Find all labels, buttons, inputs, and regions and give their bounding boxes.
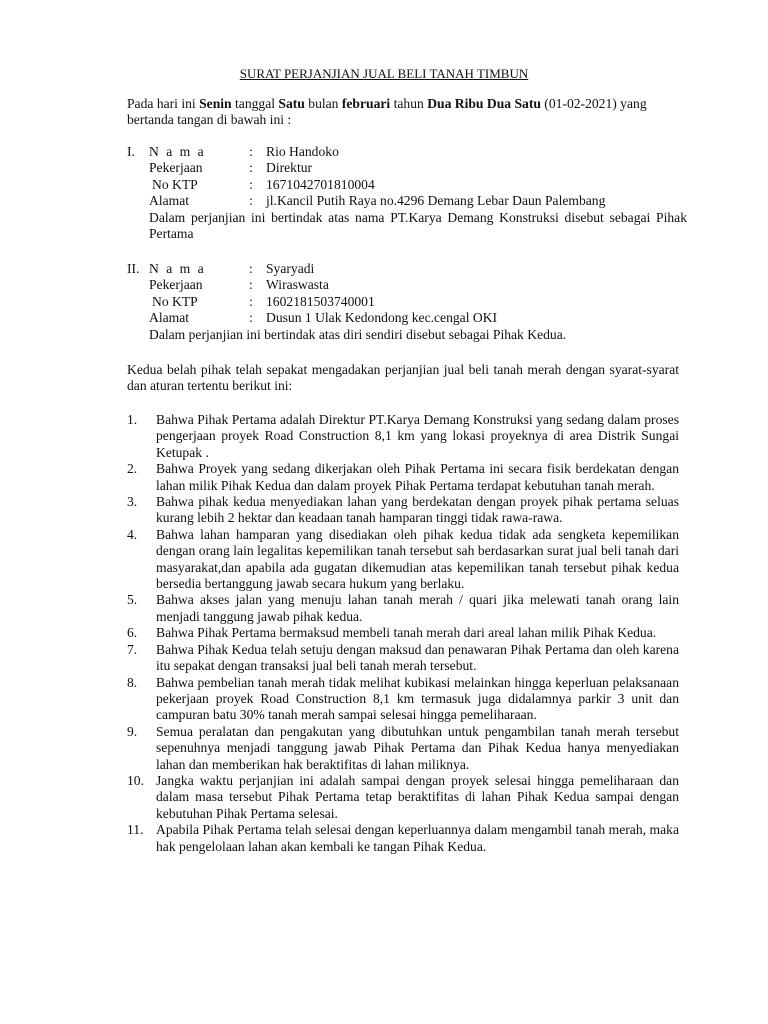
item-text: Bahwa Proyek yang sedang dikerjakan oleh Pihak Pertama ini secara fisik berdekatan dengan lahan milik Pihak Kedua dan dalam proyek Pihak Pertama terdapat kebutuhan tanah merah. bbox=[156, 461, 679, 493]
party-one-name: Rio Handoko bbox=[266, 144, 339, 159]
list-item bbox=[127, 642, 679, 675]
colon: : bbox=[249, 144, 253, 159]
job-label: Pekerjaan bbox=[149, 160, 203, 176]
party-one-job: Direktur bbox=[266, 160, 313, 176]
item-text: Bahwa pihak kedua menyediakan lahan yang berdekatan dengan proyek pihak pertama seluas kurang lebih 2 hektar dan keadaan tanah hamparan tinggi tidak rawa-rawa. bbox=[156, 494, 679, 526]
item-number: 2. bbox=[127, 461, 138, 477]
address-label: Alamat bbox=[149, 310, 190, 326]
list-item bbox=[127, 527, 679, 593]
intro-text-5: (01-02-2021) yang bertanda tangan di bawah ini : bbox=[127, 96, 647, 128]
item-number: 11. bbox=[127, 822, 144, 838]
intro-date: Satu bbox=[278, 96, 305, 111]
party-one bbox=[127, 144, 687, 242]
colon: : bbox=[249, 176, 253, 192]
item-text: Apabila Pihak Pertama telah selesai dengan keperluannya dalam mengambil tanah merah, maka hak pengelolaan lahan akan kembali ke tangan Pihak Kedua. bbox=[156, 822, 679, 854]
ktp-label: No KTP bbox=[152, 176, 198, 192]
name-label: N a m a bbox=[149, 261, 206, 276]
list-item bbox=[127, 494, 679, 527]
party-one-address-row bbox=[127, 193, 687, 209]
terms-list bbox=[127, 412, 679, 855]
party-two-job-row bbox=[127, 277, 687, 293]
party-one-number: I. bbox=[127, 144, 135, 159]
colon: : bbox=[249, 261, 253, 276]
party-one-address: jl.Kancil Putih Raya no.4296 Demang Lebar Daun Palembang bbox=[266, 193, 606, 209]
list-item bbox=[127, 625, 679, 641]
intro-day: Senin bbox=[199, 96, 232, 111]
party-two-ktp: 1602181503740001 bbox=[266, 293, 375, 309]
list-item bbox=[127, 592, 679, 625]
item-text: Bahwa Pihak Kedua telah setuju dengan maksud dan penawaran Pihak Pertama dan oleh karena itu sepakat dengan transaksi jual beli tanah merah tersebut. bbox=[156, 641, 679, 674]
item-text: Jangka waktu perjanjian ini adalah sampai dengan proyek selesai hingga pemeliharaan dan dalam masa tersebut Pihak Pertama tetap beraktifitas di lahan Pihak Kedua sampai dengan kebutuhan Pihak Pertama selesai. bbox=[156, 772, 679, 821]
colon: : bbox=[249, 160, 253, 176]
agreement-paragraph: Kedua belah pihak telah sepakat mengadakan perjanjian jual beli tanah merah dengan syarat-syarat dan aturan tertentu berikut ini: bbox=[127, 362, 679, 394]
ktp-label: No KTP bbox=[152, 293, 198, 309]
party-one-description: Dalam perjanjian ini bertindak atas nama PT.Karya Demang Konstruksi disebut sebagai Pihak Pertama bbox=[149, 209, 687, 241]
intro-text-3: bulan bbox=[304, 96, 342, 111]
list-item bbox=[127, 412, 679, 461]
address-label: Alamat bbox=[149, 193, 190, 209]
intro-text-4: tahun bbox=[390, 96, 428, 111]
item-number: 6. bbox=[127, 625, 138, 641]
intro-text-2: tanggal bbox=[231, 96, 279, 111]
party-one-ktp: 1671042701810004 bbox=[266, 176, 375, 192]
party-two-number: II. bbox=[127, 261, 140, 276]
party-two-name: Syaryadi bbox=[266, 261, 315, 276]
list-item bbox=[127, 675, 679, 724]
colon: : bbox=[249, 277, 253, 293]
party-one-ktp-row bbox=[127, 177, 687, 193]
item-text: Bahwa Pihak Pertama adalah Direktur PT.Karya Demang Konstruksi yang sedang dalam proses pengerjaan proyek Road Construction 8,1 km yang lokasi proyeknya di area Distrik Sungai Ketupak . bbox=[156, 412, 679, 460]
item-text: Bahwa lahan hamparan yang disediakan oleh pihak kedua tidak ada sengketa kepemilikan dengan orang lain legalitas kepemilikan tanah tersebut sah berdasarkan surat jual beli tanah dari masyarakat,dan apabila ada gugatan dikemudian atas kepemilikan tanah tersebut pihak kedua bersedia bertanggung jawab secara hukum yang berlaku. bbox=[156, 526, 679, 592]
name-label: N a m a bbox=[149, 144, 206, 159]
intro-month: februari bbox=[341, 96, 391, 111]
item-text: Bahwa akses jalan yang menuju lahan tanah merah / quari jika melewati tanah orang lain menjadi tanggung jawab pihak kedua. bbox=[156, 592, 679, 624]
item-number: 10. bbox=[127, 772, 144, 788]
item-number: 8. bbox=[127, 674, 138, 690]
colon: : bbox=[249, 193, 253, 209]
list-item bbox=[127, 461, 679, 494]
party-two-job: Wiraswasta bbox=[266, 277, 329, 293]
intro-text-1: Pada hari ini bbox=[127, 96, 200, 111]
list-item bbox=[127, 822, 679, 855]
document-title: SURAT PERJANJIAN JUAL BELI TANAH TIMBUN bbox=[239, 66, 529, 81]
item-text: Bahwa pembelian tanah merah tidak melihat kubikasi melainkan hingga keperluan pelaksanaan pekerjaan proyek Road Construction 8,1 km termasuk juga didalamnya parkir 3 unit dan campuran batu 30% tanah merah sampai selesai hingga pemeliharaan. bbox=[156, 674, 679, 723]
party-two-address-row bbox=[127, 310, 687, 326]
item-number: 5. bbox=[127, 592, 138, 608]
party-two-name-row bbox=[127, 261, 687, 277]
item-number: 7. bbox=[127, 641, 138, 657]
colon: : bbox=[249, 310, 253, 326]
item-number: 9. bbox=[127, 723, 138, 739]
item-text: Bahwa Pihak Pertama bermaksud membeli tanah merah dari areal lahan milik Pihak Kedua. bbox=[156, 625, 657, 641]
intro-year: Dua Ribu Dua Satu bbox=[427, 96, 541, 111]
party-two bbox=[127, 261, 687, 343]
item-number: 3. bbox=[127, 494, 138, 510]
party-one-job-row bbox=[127, 160, 687, 176]
colon: : bbox=[249, 293, 253, 309]
intro-paragraph bbox=[127, 96, 679, 129]
party-two-ktp-row bbox=[127, 294, 687, 310]
party-one-name-row bbox=[127, 144, 687, 160]
item-number: 4. bbox=[127, 526, 138, 542]
job-label: Pekerjaan bbox=[149, 277, 203, 293]
item-text: Semua peralatan dan pengakutan yang dibutuhkan untuk pengambilan tanah merah tersebut sepenuhnya menjadi tanggung jawab Pihak Pertama dan Pihak Kedua hanya menyediakan lahan dan memberikan hak beraktifitas di lahan miliknya. bbox=[156, 723, 679, 772]
party-two-description: Dalam perjanjian ini bertindak atas diri sendiri disebut sebagai Pihak Kedua. bbox=[149, 326, 567, 342]
item-number: 1. bbox=[127, 412, 138, 427]
party-two-address: Dusun 1 Ulak Kedondong kec.cengal OKI bbox=[266, 310, 498, 326]
list-item bbox=[127, 773, 679, 822]
list-item bbox=[127, 724, 679, 773]
